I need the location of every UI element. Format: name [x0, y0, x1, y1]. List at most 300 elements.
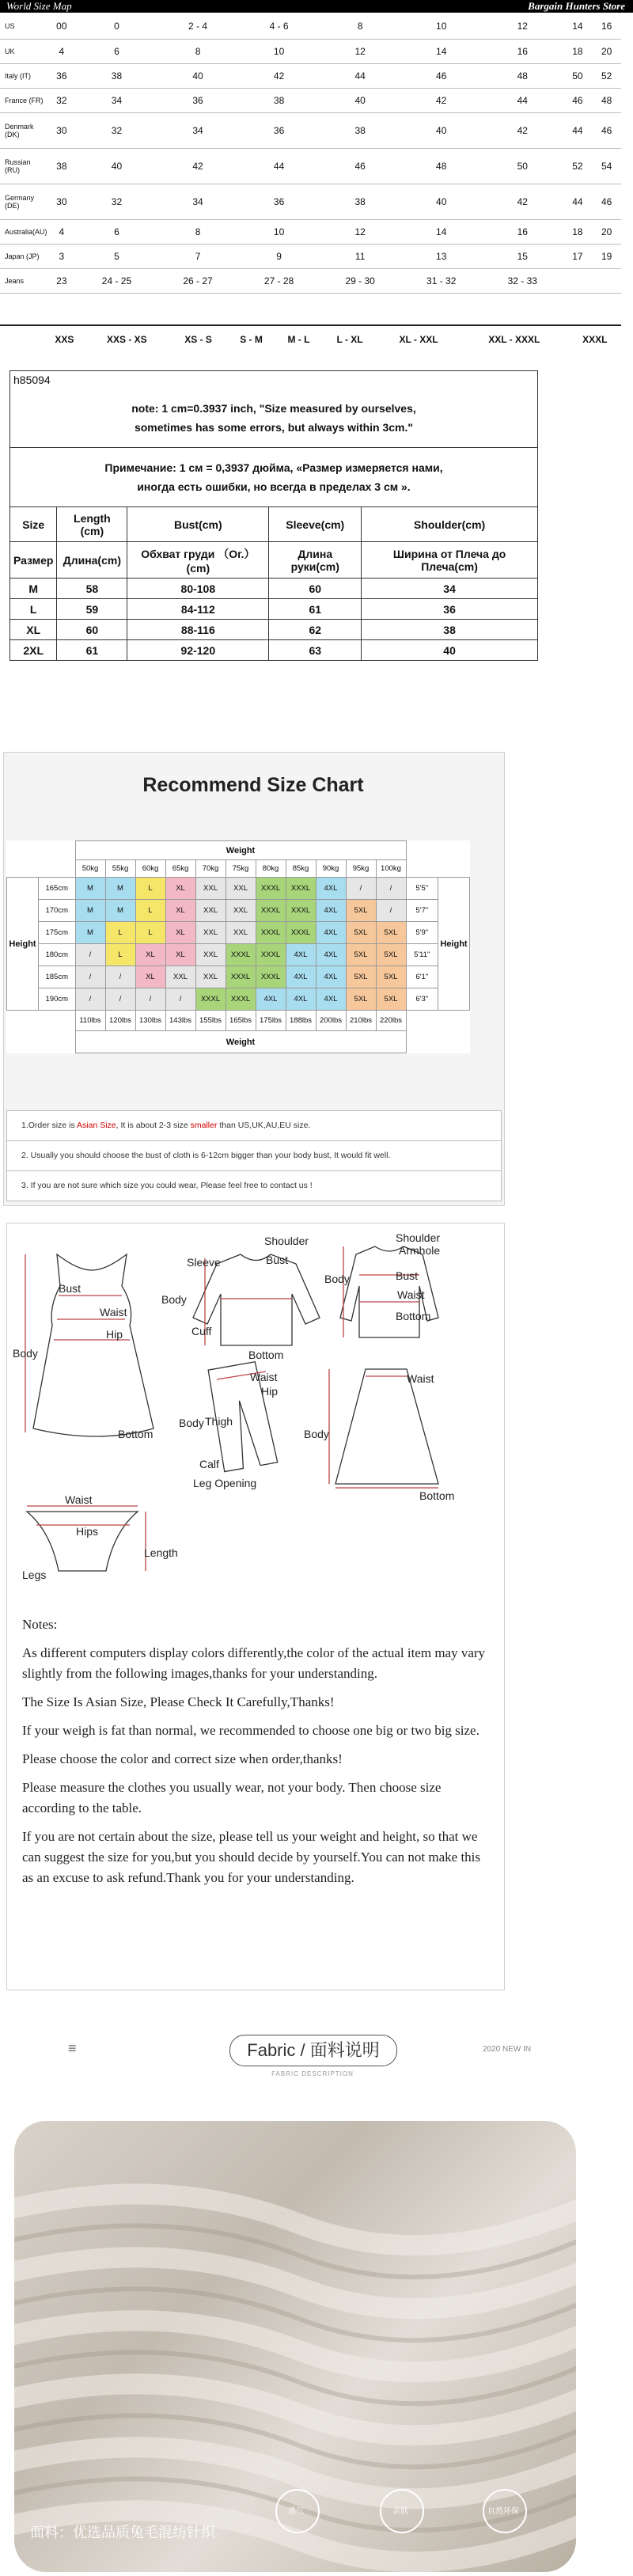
size-map-cell: 31 - 32	[400, 268, 482, 293]
size-map-cell: 24 - 25	[76, 268, 157, 293]
size-map-cell: 20	[592, 39, 621, 63]
weight-kg: 60kg	[135, 860, 165, 878]
skirt-bottom-label: Bottom	[419, 1489, 455, 1502]
size-map-cell: 48	[592, 88, 621, 112]
size-recommendation: XL	[165, 944, 195, 966]
notes-p3: If your weigh is fat than normal, we recommended to choose one big or two big size.	[22, 1723, 479, 1738]
size-map-cell: 5	[76, 244, 157, 268]
coat-bust-label: Bust	[396, 1269, 419, 1282]
store-name: Bargain Hunters Store	[528, 0, 625, 12]
size-map-cell: 16	[592, 14, 621, 39]
size-map-cell: 42	[400, 88, 482, 112]
blank	[438, 1011, 470, 1031]
blank	[406, 860, 438, 878]
size-map-row-label: Denmark (DK)	[0, 112, 47, 148]
size-map-cell: 4	[47, 39, 77, 63]
coat-armhole-label: Armhole	[399, 1244, 441, 1257]
height-cm: 165cm	[39, 878, 76, 900]
size-map-cell: 42	[157, 148, 239, 184]
size-map-cell: 17	[563, 244, 593, 268]
size-map-cell: 38	[47, 148, 77, 184]
size-cell: M	[10, 579, 57, 599]
weight-lbs: 165lbs	[226, 1011, 256, 1031]
size-header: Shoulder(cm)	[362, 507, 538, 542]
weight-lbs: 120lbs	[105, 1011, 135, 1031]
size-recommendation: XXXL	[226, 966, 256, 988]
blank	[7, 1011, 39, 1031]
size-map-cell: 16	[482, 39, 563, 63]
size-map-cell: 6	[76, 39, 157, 63]
size-map-cell: 44	[238, 148, 320, 184]
size-recommendation: 4XL	[316, 988, 346, 1011]
size-recommendation: /	[105, 988, 135, 1011]
size-map-cell: 36	[47, 63, 77, 88]
weight-label: Weight	[75, 1031, 406, 1053]
size-map-cell: 32	[76, 112, 157, 148]
size-recommendation: 5XL	[346, 966, 376, 988]
size-map-cell: 29 - 30	[320, 268, 401, 293]
size-map-cell: 40	[400, 112, 482, 148]
size-recommendation: XXXL	[286, 900, 316, 922]
dress-hip-label: Hip	[106, 1328, 123, 1341]
brief-diagram	[27, 1506, 146, 1571]
size-recommendation: XL	[165, 922, 195, 944]
sweater-bottom-label: Bottom	[248, 1349, 284, 1361]
size-recommendation: 4XL	[316, 900, 346, 922]
size-map-cell: 40	[76, 148, 157, 184]
pants-body-label: Body	[179, 1417, 204, 1429]
size-cell: L	[10, 599, 57, 620]
size-cell: 88-116	[127, 620, 269, 640]
size-map-cell: 13	[400, 244, 482, 268]
pants-waist-label: Waist	[250, 1371, 278, 1383]
size-recommendation: /	[75, 966, 105, 988]
menu-icon: ≡	[68, 2040, 77, 2056]
size-map-cell: 9	[238, 244, 320, 268]
size-cell: 34	[362, 579, 538, 599]
size-recommendation: 4XL	[286, 988, 316, 1011]
size-letter: XXS - XS	[107, 334, 147, 345]
brief-legs-label: Legs	[22, 1569, 47, 1581]
new-in-label: 2020 NEW IN	[483, 2045, 532, 2054]
size-map-cell: 50	[563, 63, 593, 88]
size-recommendation: /	[376, 900, 406, 922]
size-map-cell: 10	[400, 14, 482, 39]
size-map-cell: 40	[400, 184, 482, 219]
divider	[0, 324, 621, 326]
blank	[39, 860, 76, 878]
breathable-label: 透气	[288, 2507, 304, 2516]
size-recommendation: XXL	[195, 900, 226, 922]
sweater-sleeve-label: Sleeve	[187, 1256, 221, 1269]
size-map-cell: 2 - 4	[157, 14, 239, 39]
size-recommendation: XXL	[226, 900, 256, 922]
sweater-body-label: Body	[161, 1293, 187, 1306]
size-map-row-label: US	[0, 14, 47, 39]
size-map-cell: 23	[47, 268, 77, 293]
size-recommendation: XXXL	[256, 922, 286, 944]
size-recommendation: XXL	[195, 878, 226, 900]
size-header: Sleeve(cm)	[269, 507, 362, 542]
recommend-note-3: 3. If you are not sure which size you could wear, Please feel free to contact us !	[21, 1181, 313, 1190]
size-map-row	[0, 14, 621, 39]
weight-lbs: 210lbs	[346, 1011, 376, 1031]
blank	[406, 841, 438, 860]
recommend-note-1: 1.Order size is Asian Size, It is about 2-3 size smaller than US,UK,AU,EU size.	[7, 1111, 501, 1141]
size-map-cell: 30	[47, 112, 77, 148]
size-row	[10, 599, 538, 620]
size-map-cell: 42	[482, 112, 563, 148]
recommend-notes	[6, 1110, 502, 1201]
size-header-ru: Длина(cm)	[57, 542, 127, 579]
height-cm: 190cm	[39, 988, 76, 1011]
size-recommendation: M	[105, 900, 135, 922]
size-recommendation: 4XL	[316, 878, 346, 900]
size-header: Length (cm)	[57, 507, 127, 542]
blank	[438, 1031, 470, 1053]
size-map-cell: 00	[47, 14, 77, 39]
blank	[406, 1011, 438, 1031]
size-header-ru: Длина руки(cm)	[269, 542, 362, 579]
size-cell: 60	[57, 620, 127, 640]
size-map-row-label: UK	[0, 39, 47, 63]
notes-title: Notes:	[22, 1617, 58, 1632]
size-cell: 92-120	[127, 640, 269, 661]
height-cm: 170cm	[39, 900, 76, 922]
size-map-row-label: Russian (RU)	[0, 148, 47, 184]
coat-shoulder-label: Shoulder	[396, 1231, 441, 1244]
size-row	[10, 640, 538, 661]
size-letter: XXS	[55, 334, 74, 345]
size-recommendation: M	[75, 878, 105, 900]
size-letter: S - M	[240, 334, 263, 345]
note-russian: Примечание: 1 см = 0,3937 дюйма, «Размер измеряется нами, иногда есть ошибки, но всегда в пределах 3 см ».	[10, 448, 538, 507]
brief-hips-label: Hips	[76, 1525, 99, 1538]
size-map-cell: 46	[563, 88, 593, 112]
coat-waist-label: Waist	[397, 1288, 425, 1301]
size-recommendation: XXXL	[286, 922, 316, 944]
size-map-row	[0, 268, 621, 293]
size-map-row	[0, 63, 621, 88]
height-cm: 185cm	[39, 966, 76, 988]
size-map-cell: 50	[482, 148, 563, 184]
size-map-cell: 46	[400, 63, 482, 88]
weight-kg: 75kg	[226, 860, 256, 878]
size-recommendation: 5XL	[346, 944, 376, 966]
size-map-cell: 12	[320, 219, 401, 244]
size-recommendation: XXXL	[256, 900, 286, 922]
height-cm: 175cm	[39, 922, 76, 944]
size-map-row	[0, 88, 621, 112]
size-map-cell: 34	[157, 184, 239, 219]
size-recommendation: XL	[165, 900, 195, 922]
weight-kg: 50kg	[75, 860, 105, 878]
blank	[438, 841, 470, 860]
size-row	[10, 579, 538, 599]
size-map-cell: 38	[238, 88, 320, 112]
size-cell: 40	[362, 640, 538, 661]
dress-diagram	[25, 1254, 154, 1436]
size-header-ru: Размер	[10, 542, 57, 579]
size-map-cell: 16	[482, 219, 563, 244]
fabric-subtitle: FABRIC DESCRIPTION	[271, 2070, 354, 2077]
height-label-left: Height	[7, 878, 39, 1011]
height-cm: 180cm	[39, 944, 76, 966]
blank	[7, 841, 39, 860]
size-map-cell: 44	[320, 63, 401, 88]
size-map-cell: 4 - 6	[238, 14, 320, 39]
height-ft: 5'9"	[406, 922, 438, 944]
size-map-cell: 20	[592, 219, 621, 244]
size-recommendation: 5XL	[376, 944, 406, 966]
skirt-diagram	[329, 1369, 438, 1488]
size-recommendation: /	[105, 966, 135, 988]
size-recommendation: XXXL	[256, 944, 286, 966]
size-map-cell: 38	[76, 63, 157, 88]
notes-p2: The Size Is Asian Size, Please Check It Carefully,Thanks!	[22, 1694, 335, 1709]
pants-calf-label: Calf	[199, 1458, 219, 1470]
size-map-cell: 38	[320, 112, 401, 148]
size-recommendation: /	[376, 878, 406, 900]
size-cell: 38	[362, 620, 538, 640]
notes-p1: As different computers display colors differently,the color of the actual item may vary slightly from the following images,thanks for your understanding.	[22, 1645, 486, 1681]
size-map-cell: 15	[482, 244, 563, 268]
size-recommendation: M	[75, 922, 105, 944]
weight-kg: 65kg	[165, 860, 195, 878]
world-size-map-footer	[0, 332, 621, 347]
size-map-row-label: France (FR)	[0, 88, 47, 112]
size-map-cell: 14	[563, 14, 593, 39]
size-header: Bust(cm)	[127, 507, 269, 542]
size-map-cell: 34	[76, 88, 157, 112]
size-map-cell: 14	[400, 219, 482, 244]
weight-lbs: 110lbs	[75, 1011, 105, 1031]
size-map-row	[0, 244, 621, 268]
size-map-row-label: Australia(AU)	[0, 219, 47, 244]
size-recommendation: XXL	[195, 922, 226, 944]
blank	[39, 1031, 76, 1053]
weight-lbs: 143lbs	[165, 1011, 195, 1031]
size-recommendation: L	[105, 922, 135, 944]
size-cell: 2XL	[10, 640, 57, 661]
brief-waist-label: Waist	[65, 1493, 93, 1506]
notes-p4: Please choose the color and correct size when order,thanks!	[22, 1751, 343, 1766]
size-recommendation: 4XL	[316, 922, 346, 944]
size-recommendation: 5XL	[376, 966, 406, 988]
size-header-ru: Обхват груди （Ог.）(cm)	[127, 542, 269, 579]
product-code: h85094	[10, 371, 538, 389]
size-recommendation: /	[135, 988, 165, 1011]
pants-leg-opening-label: Leg Opening	[193, 1477, 257, 1489]
size-letter: M - L	[287, 334, 310, 345]
size-cell: 60	[269, 579, 362, 599]
size-map-cell: 34	[157, 112, 239, 148]
size-map-row-label: Germany (DE)	[0, 184, 47, 219]
size-recommendation: L	[105, 944, 135, 966]
size-map-cell: 3	[47, 244, 77, 268]
size-recommendation: 5XL	[376, 922, 406, 944]
weight-kg: 100kg	[376, 860, 406, 878]
size-map-row	[0, 184, 621, 219]
size-recommendation: 5XL	[376, 988, 406, 1011]
size-map-cell: 46	[592, 184, 621, 219]
size-header-ru: Ширина от Плеча до Плеча(cm)	[362, 542, 538, 579]
size-recommendation: 4XL	[316, 944, 346, 966]
size-map-cell: 32	[76, 184, 157, 219]
size-recommendation: XXXL	[226, 988, 256, 1011]
brief-length-label: Length	[144, 1546, 178, 1559]
weight-kg: 80kg	[256, 860, 286, 878]
size-cell: 61	[269, 599, 362, 620]
size-map-row	[0, 219, 621, 244]
skirt-waist-label: Waist	[407, 1372, 434, 1385]
size-recommendation: /	[165, 988, 195, 1011]
weight-lbs: 130lbs	[135, 1011, 165, 1031]
size-map-cell	[592, 268, 621, 293]
notes-section	[22, 1614, 489, 1896]
size-recommendation: XL	[135, 966, 165, 988]
weight-kg: 85kg	[286, 860, 316, 878]
height-ft: 5'5"	[406, 878, 438, 900]
size-map-cell: 42	[482, 184, 563, 219]
size-map-cell: 8	[157, 219, 239, 244]
size-map-cell: 32	[47, 88, 77, 112]
size-map-cell: 42	[238, 63, 320, 88]
measurement-diagrams	[11, 1231, 502, 1603]
notes-p5: Please measure the clothes you usually wear, not your body. Then choose size according to the table.	[22, 1780, 442, 1815]
size-recommendation: 5XL	[346, 988, 376, 1011]
size-map-cell: 12	[320, 39, 401, 63]
size-map-row-label: Italy (IT)	[0, 63, 47, 88]
height-ft: 5'7"	[406, 900, 438, 922]
skin-friendly-label: 亲肤	[392, 2507, 408, 2516]
size-recommendation: /	[75, 944, 105, 966]
recommend-chart-title: Recommend Size Chart	[142, 774, 364, 796]
height-label-right: Height	[438, 878, 470, 1011]
size-map-cell: 32 - 33	[482, 268, 563, 293]
size-recommendation: L	[135, 922, 165, 944]
size-map-cell: 54	[592, 148, 621, 184]
size-map-cell: 40	[157, 63, 239, 88]
size-recommendation: XXL	[226, 922, 256, 944]
size-map-cell: 11	[320, 244, 401, 268]
world-size-map-header	[0, 0, 633, 13]
size-map-cell: 52	[592, 63, 621, 88]
world-size-map-table	[0, 14, 621, 294]
recommend-note-2: 2. Usually you should choose the bust of cloth is 6-12cm bigger than your body bust, It would fit well.	[7, 1141, 501, 1171]
size-recommendation: M	[105, 878, 135, 900]
size-recommendation: XL	[135, 944, 165, 966]
weight-lbs: 155lbs	[195, 1011, 226, 1031]
dress-body-label: Body	[13, 1347, 38, 1360]
size-cell: 80-108	[127, 579, 269, 599]
size-header: Size	[10, 507, 57, 542]
sweater-bust-label: Bust	[266, 1254, 289, 1266]
size-map-cell: 48	[482, 63, 563, 88]
fabric-caption: 面料：优选品质兔毛混纺针织	[30, 2525, 215, 2540]
size-map-row	[0, 39, 621, 63]
size-map-cell: 0	[76, 14, 157, 39]
sweater-cuff-label: Cuff	[191, 1325, 212, 1337]
blank	[406, 1031, 438, 1053]
weight-kg: 55kg	[105, 860, 135, 878]
height-ft: 6'1"	[406, 966, 438, 988]
size-recommendation: L	[135, 878, 165, 900]
blank	[39, 1011, 76, 1031]
size-cell: 58	[57, 579, 127, 599]
size-recommendation: L	[135, 900, 165, 922]
size-recommendation: XL	[165, 878, 195, 900]
size-map-cell: 44	[563, 184, 593, 219]
size-recommendation: XXL	[195, 944, 226, 966]
size-letter: XS - S	[184, 334, 212, 345]
size-map-cell: 48	[400, 148, 482, 184]
size-map-row	[0, 112, 621, 148]
size-map-cell: 8	[320, 14, 401, 39]
size-cell: 36	[362, 599, 538, 620]
size-row	[10, 620, 538, 640]
size-map-cell: 30	[47, 184, 77, 219]
coat-bottom-label: Bottom	[396, 1310, 431, 1322]
size-map-cell: 4	[47, 219, 77, 244]
size-map-row-label: Jeans	[0, 268, 47, 293]
size-map-cell: 36	[157, 88, 239, 112]
size-map-cell: 10	[238, 39, 320, 63]
size-map-row-label: Japan (JP)	[0, 244, 47, 268]
size-recommendation: XXXL	[226, 944, 256, 966]
size-recommendation: 4XL	[286, 944, 316, 966]
size-recommendation: XXL	[195, 966, 226, 988]
size-recommendation: /	[75, 988, 105, 1011]
size-map-cell: 36	[238, 112, 320, 148]
size-map-cell: 46	[592, 112, 621, 148]
size-map-cell: 18	[563, 39, 593, 63]
size-recommendation: /	[346, 878, 376, 900]
blank	[7, 860, 39, 878]
blank	[438, 860, 470, 878]
size-map-cell: 27 - 28	[238, 268, 320, 293]
weight-lbs: 175lbs	[256, 1011, 286, 1031]
size-recommendation: 4XL	[286, 966, 316, 988]
note-english: note: 1 cm=0.3937 inch, "Size measured by ourselves, sometimes has some errors, but always within 3cm."	[10, 389, 538, 448]
world-size-map-title: World Size Map	[6, 0, 72, 12]
weight-lbs: 200lbs	[316, 1011, 346, 1031]
fabric-photo	[14, 2121, 576, 2572]
size-recommendation: XXXL	[195, 988, 226, 1011]
weight-kg: 70kg	[195, 860, 226, 878]
size-recommendation: XXXL	[256, 878, 286, 900]
size-map-cell: 36	[238, 184, 320, 219]
size-cell: 59	[57, 599, 127, 620]
size-recommendation: XXL	[226, 878, 256, 900]
coat-body-label: Body	[324, 1273, 350, 1285]
size-map-cell: 7	[157, 244, 239, 268]
size-recommendation: 4XL	[316, 966, 346, 988]
fabric-title-badge: Fabric / 面料说明	[229, 2035, 397, 2066]
eco-label: 自然环保	[487, 2507, 519, 2516]
size-recommendation: XXL	[165, 966, 195, 988]
size-map-cell: 26 - 27	[157, 268, 239, 293]
size-letter: XL - XXL	[399, 334, 438, 345]
size-cell: 61	[57, 640, 127, 661]
size-map-cell: 14	[400, 39, 482, 63]
size-map-cell: 18	[563, 219, 593, 244]
size-map-cell	[563, 268, 593, 293]
size-map-cell: 40	[320, 88, 401, 112]
size-map-cell: 12	[482, 14, 563, 39]
size-map-cell: 44	[563, 112, 593, 148]
size-recommendation: XXXL	[286, 878, 316, 900]
